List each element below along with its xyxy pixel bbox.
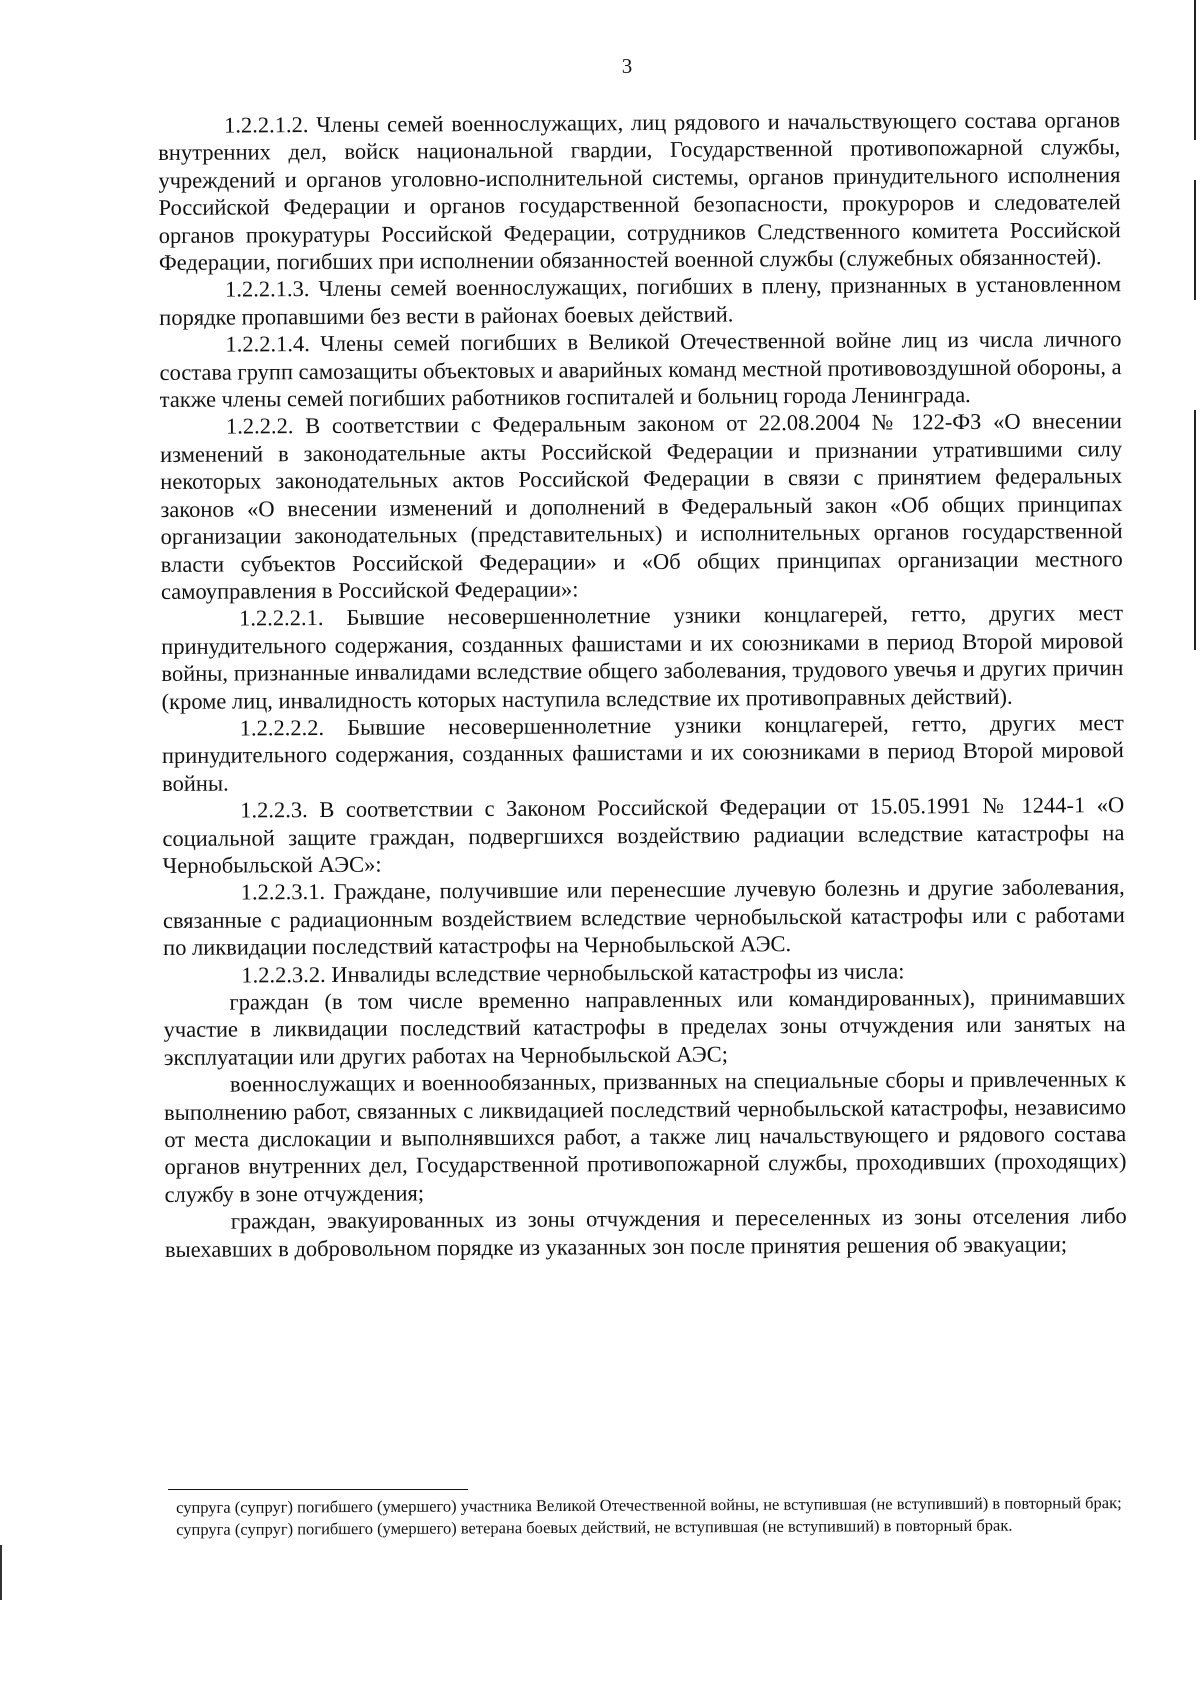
paragraph-1-2-2-2-2: 1.2.2.2.2. Бывшие несовершеннолетние узники концлагерей, гетто, других мест принудительного содержания, созданных фашистами и их союзниками в период Второй мировой войны. bbox=[161, 710, 1124, 796]
footnote-divider bbox=[168, 1489, 468, 1490]
footnote-item: супруга (супруг) погибшего (умершего) ветерана боевых действий, не вступившая (не вступивший) в повторный брак. bbox=[176, 1515, 1013, 1539]
footnote-item: супруга (супруг) погибшего (умершего) участника Великой Отечественной войны, не вступившая (не вступивший) в повторный брак; bbox=[176, 1493, 1122, 1517]
list-item-evacuated-citizens: граждан, эвакуированных из зоны отчуждения и переселенных из зоны отселения либо выехавших в добровольном порядке из указанных зон после принятия решения об эвакуации; bbox=[164, 1203, 1127, 1262]
list-item-citizens-liquidation: граждан (в том числе временно направленных или командированных), принимавших участие в ликвидации последствий катастрофы в пределах зоны отчуждения или занятых на эксплуатации или других работах на Чернобыльской АЭС; bbox=[163, 984, 1126, 1070]
paragraph-1-2-2-1-4: 1.2.2.1.4. Члены семей погибших в Великой Отечественной войне лиц из числа личного состава групп самозащиты объектовых и аварийных команд местной противовоздушной обороны, а также члены семей погибших работников госпиталей и больниц города Ленинграда. bbox=[159, 326, 1122, 413]
scan-edge-right-middle bbox=[1194, 180, 1196, 300]
scan-edge-left bbox=[0, 1545, 2, 1600]
paragraph-1-2-2-1-2: 1.2.2.1.2. Члены семей военнослужащих, лиц рядового и начальствующего состава органов внутренних дел, войск национальной гвардии, Государственной противопожарной службы, учреждений и органов уголовно-исполнительной системы, органов принудительного исполнения Российской Федерации и органов государственной безопасности, прокуроров и следователей органов прокуратуры Российской Федерации, сотрудников Следственного комитета Российской Федерации, погибших при исполнении обязанностей военной службы (служебных обязанностей). bbox=[158, 107, 1121, 276]
paragraph-1-2-2-1-3: 1.2.2.1.3. Члены семей военнослужащих, погибших в плену, признанных в установленном порядке пропавшими без вести в районах боевых действий. bbox=[159, 271, 1122, 330]
paragraph-1-2-2-3-1: 1.2.2.3.1. Граждане, получившие или перенесшие лучевую болезнь и другие заболевания, связанные с радиационным воздействием вследствие чернобыльской катастрофы или с работами по ликвидации последствий катастрофы на Чернобыльской АЭС. bbox=[162, 874, 1125, 961]
list-item-military-personnel: военнослужащих и военнообязанных, призванных на специальные сборы и привлеченных к выполнению работ, связанных с ликвидацией последствий чернобыльской катастрофы, независимо от места дислокации и выполнявшихся работ, а также лиц начальствующего и рядового состава органов внутренних дел, Государственной противопожарной службы, проходивших (проходящих) службу в зоне отчуждения; bbox=[164, 1066, 1127, 1207]
scan-edge-right-lower bbox=[1194, 410, 1196, 650]
page-number: 3 bbox=[621, 54, 633, 78]
paragraph-1-2-2-3: 1.2.2.3. В соответствии с Законом Российской Федерации от 15.05.1991 № 1244-1 «О социальной защите граждан, подвергшихся воздействию радиации вследствие катастрофы на Чернобыльской АЭС»: bbox=[162, 792, 1125, 878]
main-text bbox=[158, 106, 1127, 1263]
paragraph-1-2-2-2: 1.2.2.2. В соответствии с Федеральным законом от 22.08.2004 № 122-ФЗ «О внесении изменений в законодательные акты Российской Федерации и признании утратившими силу некоторых законодательных актов Российской Федерации в связи с принятием федеральных законов «О внесении изменений и дополнений в Федеральный закон «Об общих принципах организации законодательных (представительных) и исполнительных органов государственной власти субъектов Российской Федерации» и «Об общих принципах организации местного самоуправления в Российской Федерации»: bbox=[160, 408, 1123, 604]
footnotes bbox=[176, 1492, 1122, 1540]
paragraph-1-2-2-3-2: 1.2.2.3.2. Инвалиды вследствие чернобыльской катастрофы из числа: bbox=[241, 958, 905, 988]
paragraph-1-2-2-2-1: 1.2.2.2.1. Бывшие несовершеннолетние узники концлагерей, гетто, других мест принудительного содержания, созданных фашистами и их союзниками в период Второй мировой войны, признанные инвалидами вследствие общего заболевания, трудового увечья и других причин (кроме лиц, инвалидность которых наступила вследствие их противоправных действий). bbox=[161, 600, 1124, 714]
